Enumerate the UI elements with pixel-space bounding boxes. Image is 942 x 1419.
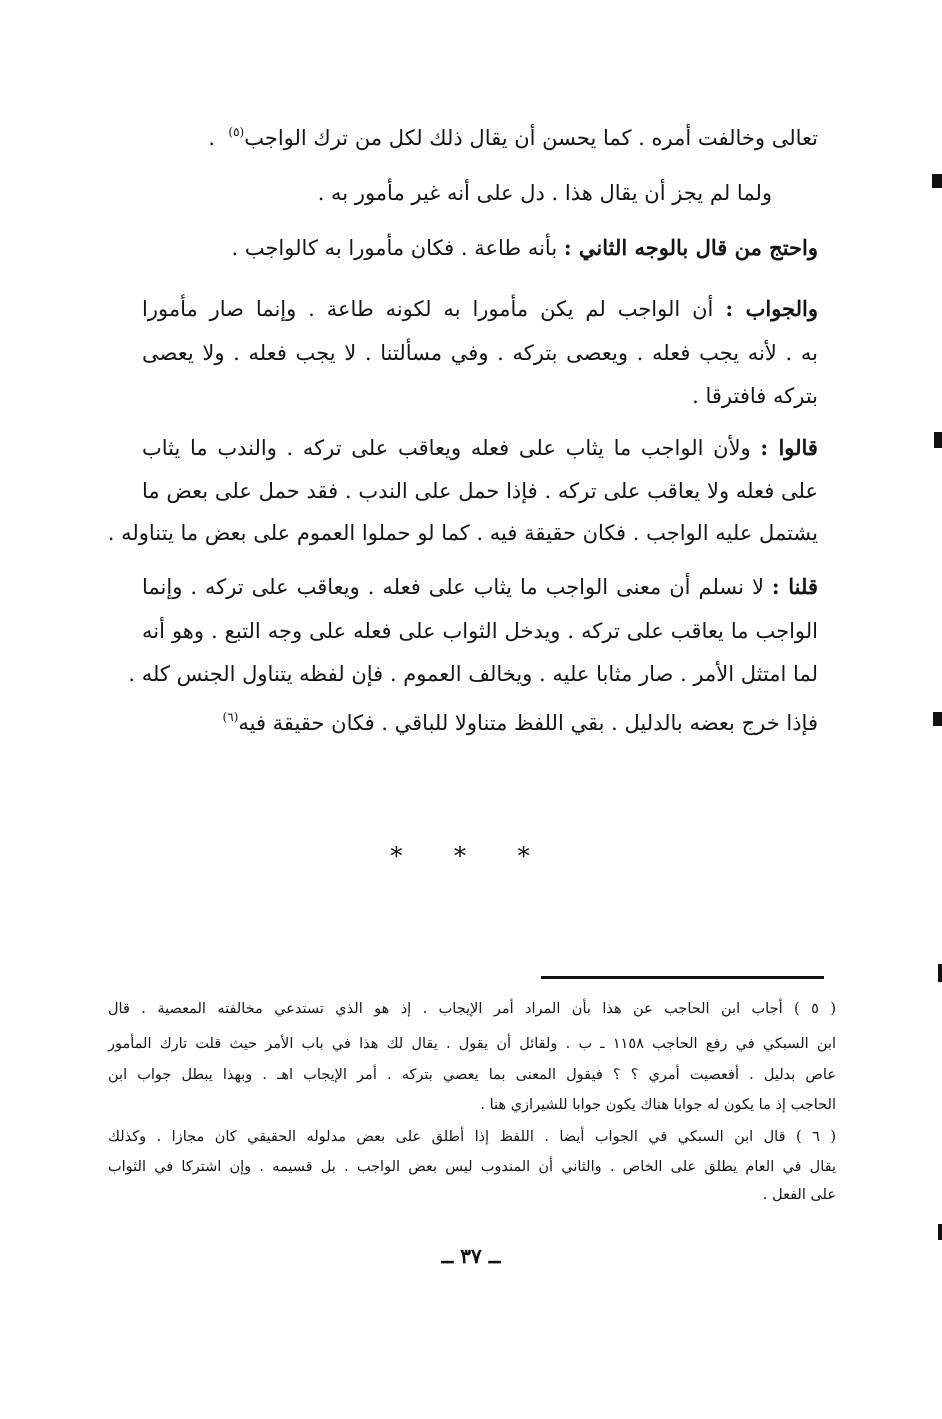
- body-line: [142, 572, 818, 602]
- body-line: [108, 518, 818, 548]
- body-line: [128, 659, 818, 689]
- body-line: [142, 616, 818, 646]
- footnote-text: ( ٥ ) أجاب ابن الحاجب عن هذا بأن المراد أمر الإيجاب . إذ هو الذي تستدعي مخالفته المعصية . قال: [108, 1001, 836, 1017]
- body-text: أن الواجب لم يكن مأمورا به لكونه طاعة . وإنما صار مأمورا: [142, 297, 714, 321]
- body-text: ولأن الواجب ما يثاب على فعله ويعاقب على تركه . والندب ما يثاب: [142, 436, 751, 460]
- body-text: تعالى وخالفت أمره . كما يحسن أن يقال ذلك لكل من ترك الواجب: [244, 126, 818, 150]
- footnote-ref: (٦): [222, 710, 239, 724]
- scan-edge-mark: [934, 432, 942, 448]
- footnote-rule: [541, 976, 824, 979]
- scan-edge-mark: [933, 712, 942, 726]
- paragraph-lead: قلنا :: [771, 574, 818, 599]
- body-text: به . لأنه يجب فعله . ويعصى بتركه . وفي مسألتنا . لا يجب فعله . ولا يعصى: [142, 341, 818, 365]
- body-text: فإذا خرج بعضه بالدليل . بقي اللفظ متناولا للباقي . فكان حقيقة فيه: [238, 711, 818, 735]
- footnote-text: عاص بدليل . أفعصيت أمري ؟ ؟ فيقول المعنى بما يعصي بتركه . أمر الإيجاب اهـ . وبهذا يبطل جواب ابن: [108, 1067, 836, 1083]
- paragraph-lead: واحتج من قال بالوجه الثاني :: [563, 235, 818, 260]
- body-text: .: [208, 126, 216, 150]
- scan-edge-mark: [938, 964, 942, 982]
- section-separator: * * *: [390, 842, 552, 870]
- footnote-text: ابن السبكي في رفع الحاجب ١١٥٨ ـ ب . ولقائل أن يقول . يقال لك هذا في باب الأمر حيث قلت تارك المأمور: [108, 1036, 836, 1052]
- body-line: [692, 381, 818, 411]
- footnote-line: [108, 1156, 836, 1178]
- body-line: [208, 117, 818, 153]
- body-text: على فعله ولا يعاقب على تركه . فإذا حمل على الندب . فقد حمل على بعض ما: [142, 479, 818, 503]
- footnote-line: [108, 1033, 836, 1055]
- footnote-text: الحاجب إذ ما يكون له جوابا هناك يكون جوابا للشيرازي هنا .: [480, 1097, 836, 1113]
- body-line: [231, 233, 818, 263]
- footnote-ref: (٥): [228, 125, 245, 139]
- body-line: [142, 433, 818, 463]
- footnote-line: [108, 998, 836, 1020]
- footnote-text: ( ٦ ) قال ابن السبكي في الجواب أيضا . اللفظ إذا أطلق على بعض مدلوله الحقيقي كان مجازا . وكذلك: [108, 1129, 836, 1145]
- footnote-line: [108, 1126, 836, 1148]
- scan-edge-mark: [932, 174, 942, 188]
- body-line: [142, 294, 818, 324]
- footnote-line: [108, 1064, 836, 1086]
- body-line: [142, 476, 818, 506]
- body-line: [318, 178, 772, 208]
- body-text: لا نسلم أن معنى الواجب ما يثاب على فعله . ويعاقب على تركه . وإنما: [142, 575, 764, 599]
- body-line: [142, 338, 818, 368]
- footnote-text: يقال في العام يطلق على الخاص . والثاني أن المندوب ليس بعض الواجب . بل قسيمه . وإن اشتركا في الثواب: [108, 1159, 836, 1175]
- body-text: بتركه فافترقا .: [692, 384, 818, 408]
- body-text: يشتمل عليه الواجب . فكان حقيقة فيه . كما لو حملوا العموم على بعض ما يتناوله .: [107, 521, 818, 545]
- paragraph-lead: قالوا :: [760, 435, 818, 460]
- scan-edge-mark: [938, 1224, 942, 1240]
- footnote-text: على الفعل .: [762, 1187, 836, 1203]
- footnote-line: [480, 1094, 836, 1116]
- body-text: ولما لم يجز أن يقال هذا . دل على أنه غير مأمور به .: [317, 181, 772, 205]
- body-line: [223, 702, 818, 738]
- body-text: لما امتثل الأمر . صار مثابا عليه . ويخالف العموم . فإن لفظه يتناول الجنس كله .: [128, 662, 818, 686]
- page-number: ــ ٣٧ ــ: [441, 1244, 501, 1268]
- footnote-line: [763, 1184, 836, 1206]
- body-text: الواجب ما يعاقب على تركه . ويدخل الثواب على فعله على وجه التبع . وهو أنه: [142, 619, 818, 643]
- paragraph-lead: والجواب :: [725, 296, 818, 321]
- body-text: بأنه طاعة . فكان مأمورا به كالواجب .: [231, 236, 558, 260]
